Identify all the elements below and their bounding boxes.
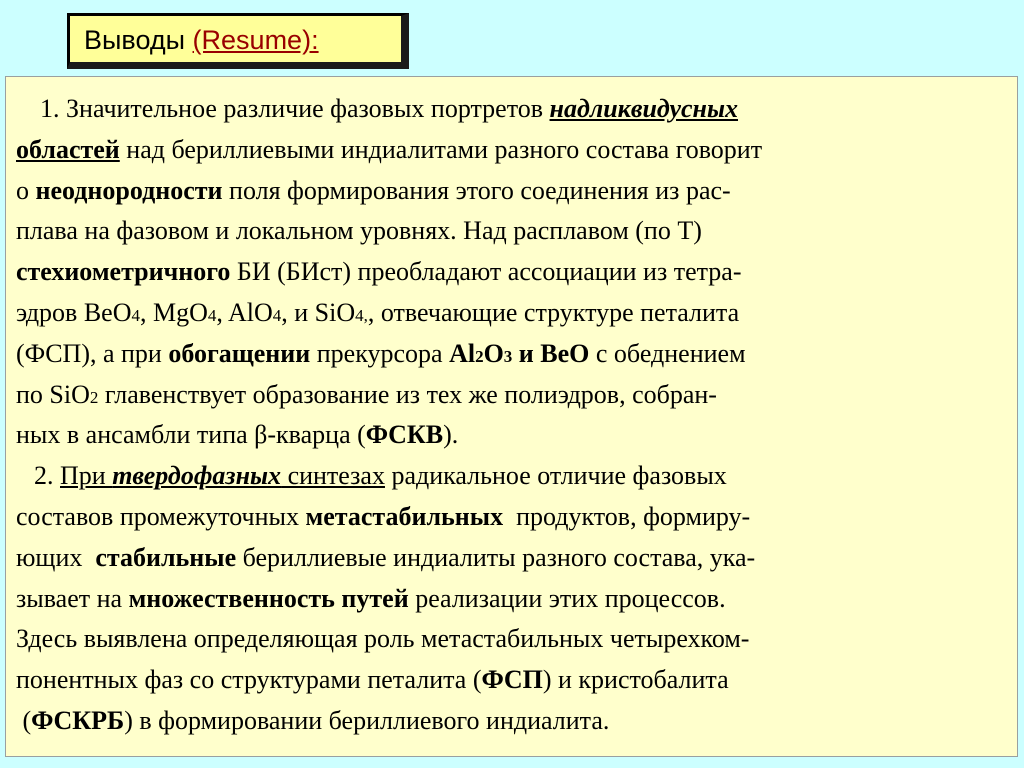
subscript: 4 [207, 305, 217, 325]
title-resume: (Resume): [192, 25, 319, 55]
p1-line-4: плава на фазовом и локальном уровнях. Над расплавом (по Т) [16, 216, 702, 246]
p2-line-7 [16, 701, 1006, 742]
underlined-text: синтезах [281, 461, 385, 491]
formula: и BeO [512, 338, 590, 368]
text: поля формирования этого соединения из рас- [222, 175, 731, 205]
text: ных в ансамбли типа β-кварца ( [16, 420, 366, 450]
text: (ФСП), а при [16, 338, 169, 368]
p1-line-9 [16, 415, 1006, 456]
emph-term: ФСКРБ [31, 705, 125, 735]
p1-line-1 [16, 89, 1006, 130]
conclusions-panel [5, 76, 1018, 757]
emph-term: стехиометричного [16, 257, 231, 287]
text: ). [443, 420, 459, 450]
text: по SiO [16, 379, 90, 409]
subscript: 2 [475, 346, 484, 366]
p2-line-3 [16, 538, 1006, 579]
formula: Al [449, 338, 476, 368]
underlined-text: При [60, 461, 113, 491]
text: бериллиевые индиалиты разного состава, ука- [236, 542, 756, 572]
subscript: 4, [355, 305, 368, 325]
emph-term: обогащении [168, 338, 311, 368]
text: над бериллиевыми индиалитами разного состава говорит [119, 134, 763, 164]
emph-term: неоднородности [35, 175, 223, 205]
formula: O [483, 338, 504, 368]
text: , отвечающие структуре петалита [367, 297, 740, 327]
text: эдров BeO [16, 297, 132, 327]
text: 2. [34, 461, 60, 491]
p1-line-3 [16, 171, 1006, 212]
text: , MgO [139, 297, 208, 327]
emph-term: ФСП [481, 665, 543, 695]
p2-line-5: Здесь выявлена определяющая роль метастабильных четырехком- [16, 624, 750, 654]
emph-term: метастабильных [305, 501, 504, 531]
text: 1. Значительное различие фазовых портретов [40, 94, 550, 123]
p1-line-6 [16, 293, 1006, 334]
text: понентных фаз со структурами петалита ( [16, 665, 482, 695]
subscript: 4 [272, 305, 282, 325]
emph-term: стабильные [95, 542, 237, 572]
p1-line-2 [16, 130, 1006, 171]
p2-line-2 [16, 497, 1006, 538]
text: ) в формировании бериллиевого индиалита. [124, 705, 610, 735]
p2-line-1 [16, 456, 1006, 497]
p2-line-4 [16, 579, 1006, 620]
text: , и SiO [281, 297, 356, 327]
emph-term: твердофазных [112, 461, 282, 491]
subscript: 4 [131, 305, 140, 325]
emph-term: ФСКВ [365, 420, 444, 450]
slide-title-box [67, 13, 409, 69]
subscript: 3 [503, 346, 513, 366]
text: ющих [16, 542, 96, 572]
text: составов промежуточных [16, 501, 306, 531]
text: , AlO [216, 297, 273, 327]
text: ) и кристобалита [542, 665, 729, 695]
text: зывает на [16, 583, 129, 613]
emph-term: областей [16, 134, 120, 164]
subscript: 2 [89, 387, 99, 407]
text: продуктов, формиру- [503, 501, 751, 531]
text: реализации этих процессов. [408, 583, 726, 613]
p1-line-8 [16, 375, 1006, 416]
text: о [16, 175, 36, 205]
conclusions-text [16, 89, 1006, 742]
emph-term: множественность путей [128, 583, 409, 613]
p1-line-7 [16, 334, 1006, 375]
emph-term: надликвидусных [549, 94, 739, 123]
title-main: Выводы [84, 25, 193, 55]
text: БИ (БИст) преобладают ассоциации из тетра- [230, 257, 742, 287]
p1-line-5 [16, 252, 1006, 293]
text: с обеднением [589, 338, 746, 368]
text: главенствует образование из тех же полиэдров, собран- [98, 379, 717, 409]
text: радикальное отличие фазовых [384, 461, 727, 491]
text: ( [16, 705, 32, 735]
slide-title [84, 24, 319, 56]
p2-line-6 [16, 660, 1006, 701]
text: прекурсора [310, 338, 450, 368]
